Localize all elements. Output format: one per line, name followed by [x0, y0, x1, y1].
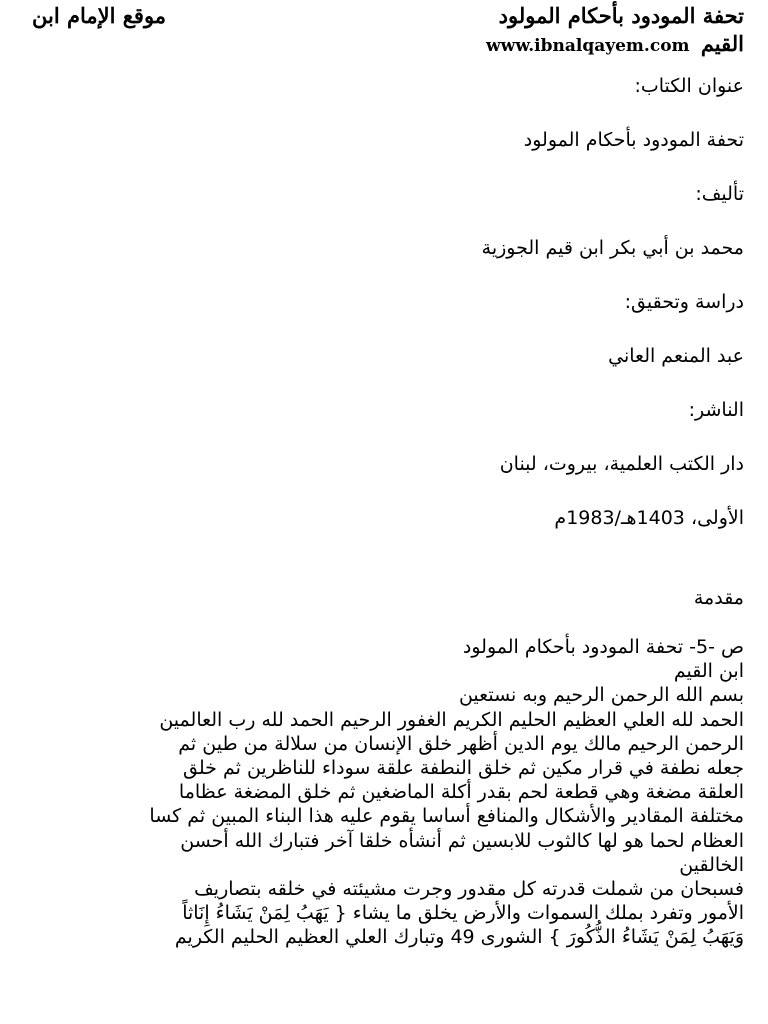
body-line: وَيَهَبُ لِمَنْ يَشَاءُ الذُّكُورَ } الشورى 49 وتبارك العلي العظيم الحليم الكريم: [174, 926, 744, 949]
editor-label: دراسة وتحقيق:: [624, 291, 744, 313]
body-text: [16, 635, 744, 950]
intro-heading: مقدمة: [693, 587, 744, 609]
header-site-name: موقع الإمام ابن: [32, 3, 167, 28]
book-title-line1: تحفة المودود بأحكام المولود: [498, 3, 744, 28]
page-header: [20, 2, 744, 58]
title-label: عنوان الكتاب:: [634, 75, 744, 97]
body-line: الحمد لله العلي العظيم الحليم الكريم الغفور الرحيم الحمد لله رب العالمين: [159, 708, 744, 731]
body-line: ابن القيم: [673, 660, 744, 683]
body-line: فسبحان من شملت قدرته كل مقدور وجرت مشيئته في خلقه بتصاريف: [194, 878, 744, 901]
body-line: ص -5- تحفة المودود بأحكام المولود: [462, 636, 744, 658]
publisher-label: الناشر:: [688, 399, 744, 421]
publisher-value: دار الكتب العلمية، بيروت، لبنان: [499, 453, 744, 475]
body-line: الخالقين: [679, 853, 744, 876]
author-label: تأليف:: [695, 183, 744, 205]
author-value: محمد بن أبي بكر ابن قيم الجوزية: [481, 237, 744, 259]
body-line: مختلفة المقادير والأشكال والمنافع أساسا يقوم عليه هذا البناء المبين ثم كسا: [149, 805, 744, 828]
body-line: جعله نطفة في قرار مكين ثم خلق النطفة علقة سوداء للناظرين ثم خلق: [183, 757, 744, 780]
title-value: تحفة المودود بأحكام المولود: [523, 129, 744, 151]
body-line: الأمور وتفرد بملك السموات والأرض يخلق ما يشاء { يَهَبُ لِمَنْ يَشَاءُ إِنَاثاً: [182, 902, 744, 925]
body-line: بسم الله الرحمن الرحيم وبه نستعين: [458, 684, 744, 707]
body-line: العلقة مضغة وهي قطعة لحم بقدر أكلة الماضغين ثم خلق المضغة عظاما: [178, 781, 744, 804]
editor-value: عبد المنعم العاني: [608, 345, 744, 367]
body-line: الرحمن الرحيم مالك يوم الدين أظهر خلق الإنسان من سلالة من طين ثم: [178, 732, 744, 755]
body-line: العظام لحما هو لها كالثوب للابسين ثم أنشأه خلقا آخر فتبارك الله أحسن: [180, 829, 744, 852]
book-title-line2: القيم: [700, 31, 744, 56]
site-url-link[interactable]: www.ibnalqayem.com: [486, 36, 690, 56]
book-metadata: [24, 70, 744, 556]
edition-value: الأولى، 1403هـ/1983م: [554, 507, 744, 529]
header-book-title: [414, 2, 744, 60]
